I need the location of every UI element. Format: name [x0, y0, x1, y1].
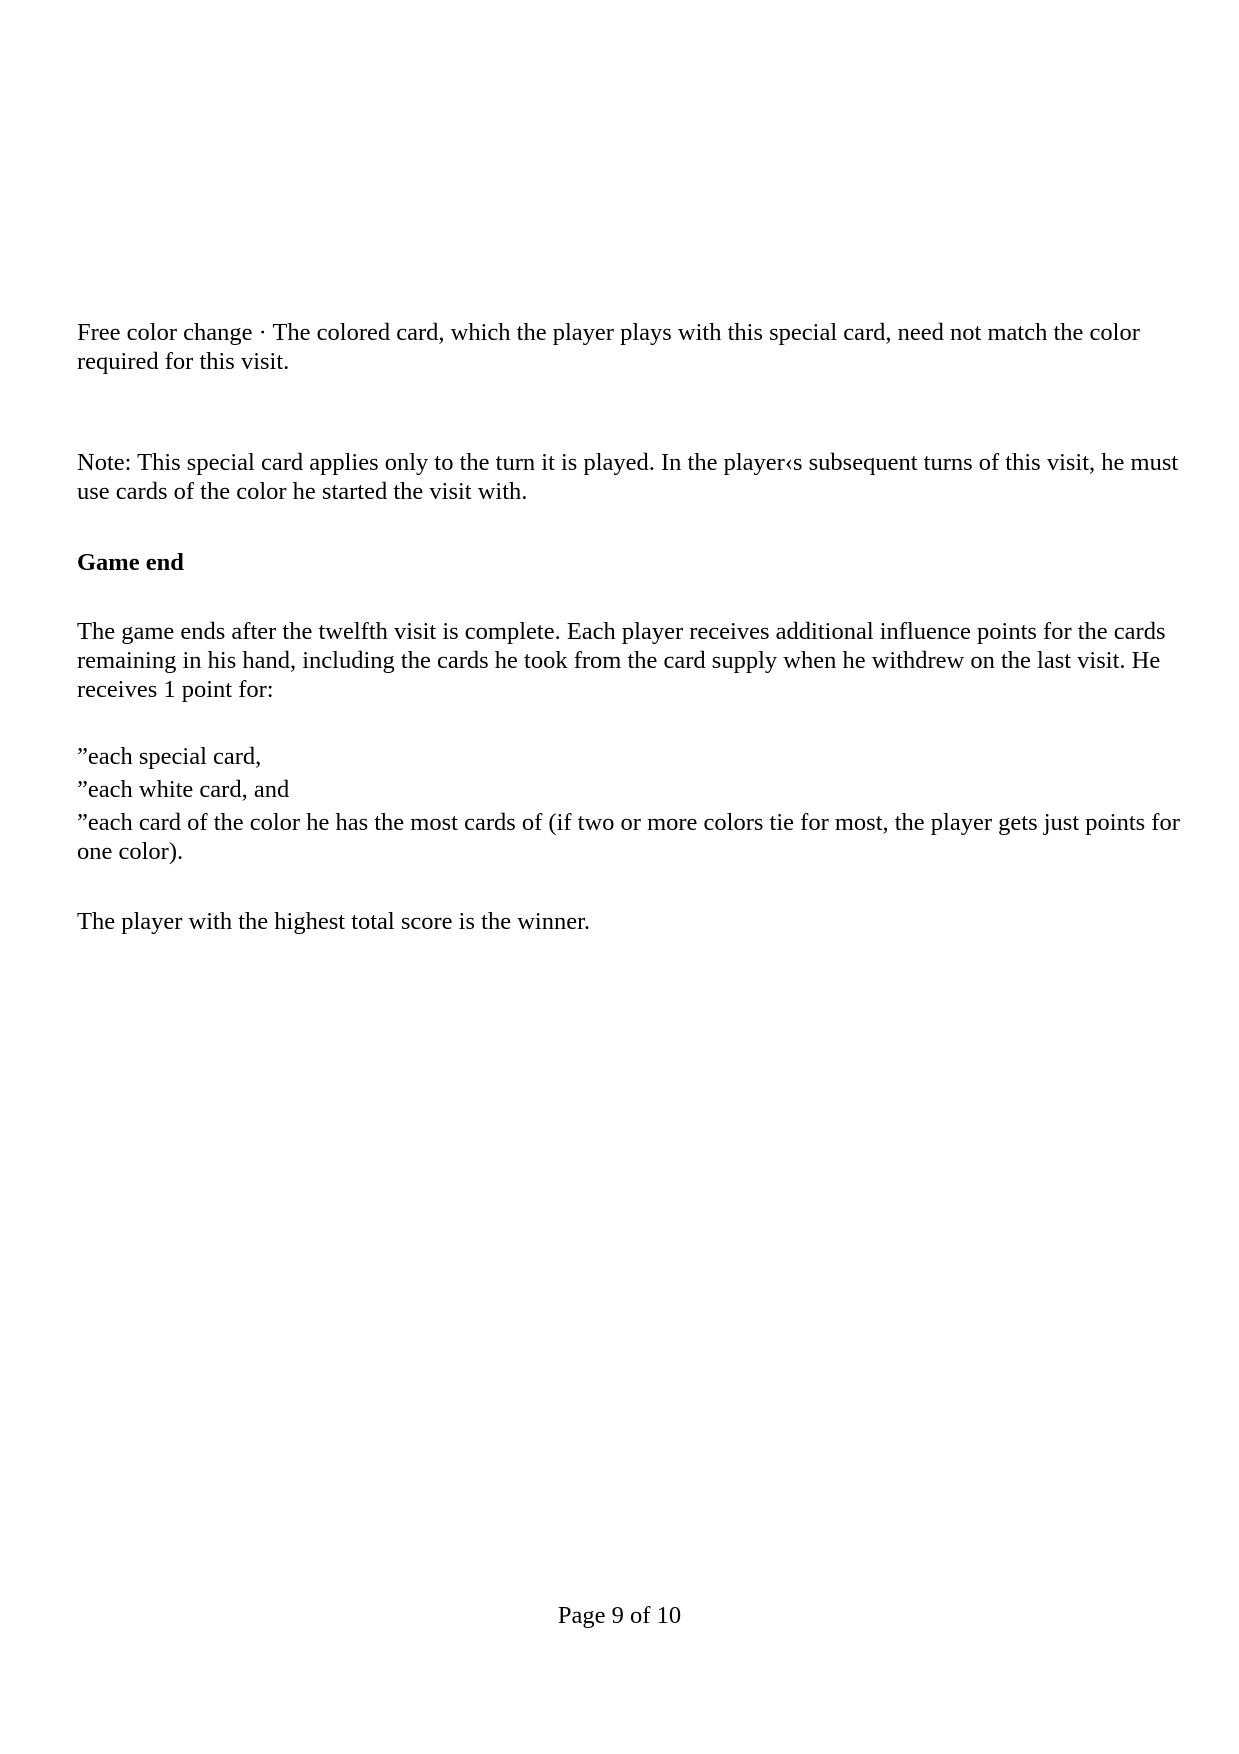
paragraph-free-color-change: Free color change · The colored card, which the player plays with this special card, need not match the color required for this visit. — [77, 319, 1140, 375]
list-item: ”each card of the color he has the most cards of (if two or more colors tie for most, the player gets just points for one color). — [77, 809, 1180, 865]
list-item: ”each special card, — [77, 743, 262, 770]
section-heading-game-end: Game end — [77, 549, 184, 576]
paragraph-game-end-intro: The game ends after the twelfth visit is complete. Each player receives additional influence points for the cards remaining in his hand, including the cards he took from the card supply when he withdrew on the last visit. He receives 1 point for: — [77, 618, 1166, 703]
paragraph-winner: The player with the highest total score is the winner. — [77, 908, 591, 935]
list-item: ”each white card, and — [77, 776, 290, 803]
page-number-footer: Page 9 of 10 — [557, 1602, 682, 1629]
paragraph-note: Note: This special card applies only to the turn it is played. In the player‹s subsequent turns of this visit, he must use cards of the color he started the visit with. — [77, 449, 1179, 505]
